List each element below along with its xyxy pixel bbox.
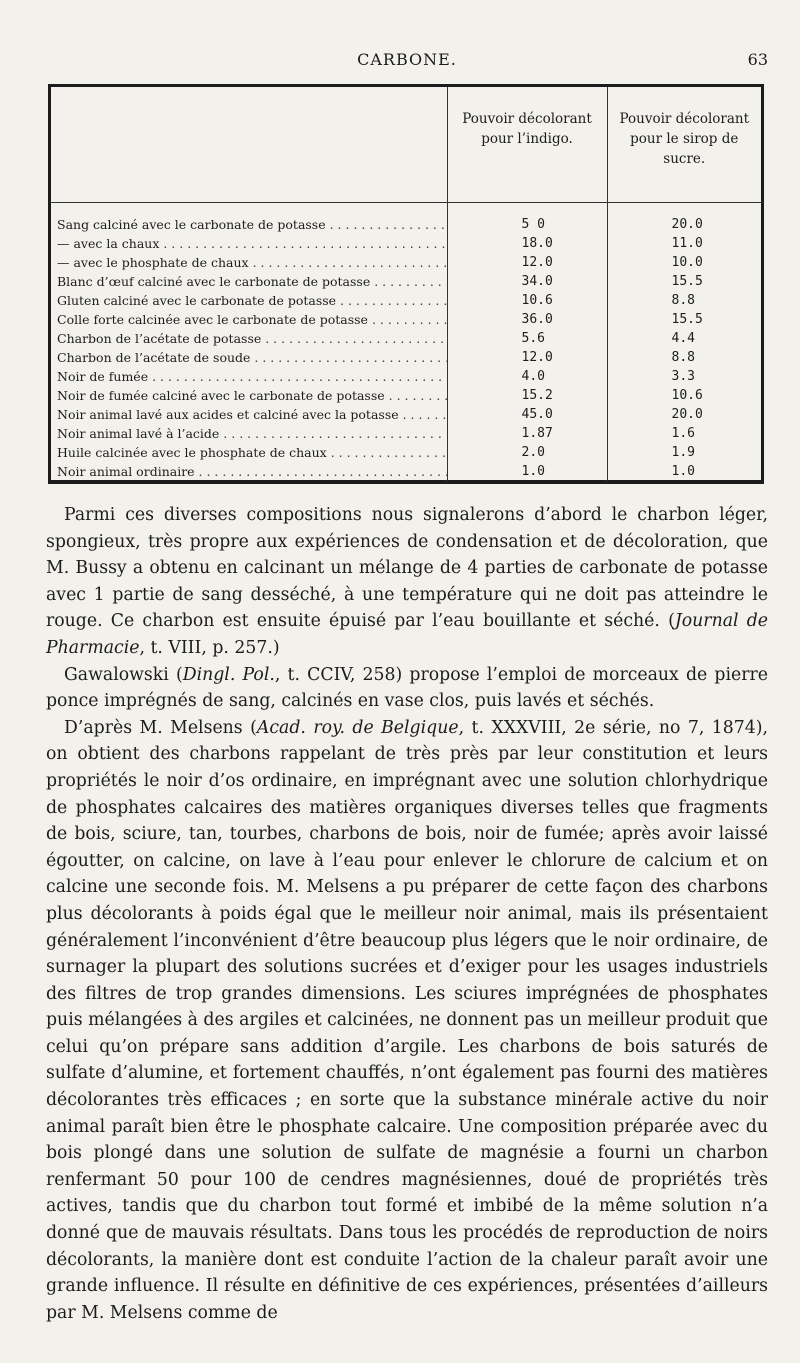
substance-name: Noir de fumée <box>57 369 149 384</box>
substance-name: Blanc d’œuf calciné avec le carbonate de potasse <box>57 274 371 289</box>
table-row <box>51 405 761 424</box>
table-row <box>51 443 761 462</box>
decoloring-power-table <box>48 84 764 484</box>
substance-name: Colle forte calcinée avec le carbonate de potasse <box>57 312 368 327</box>
sucre-value: 8.8 <box>607 348 761 367</box>
substance-name: Noir animal lavé à l’acide <box>57 426 220 441</box>
paragraph-bussy: Parmi ces diverses compositions nous signalerons d’abord le charbon léger, spongieux, très propre aux expériences de condensation et de décoloration, que M. Bussy a obtenu en calcinant un mélange de 4 parties de carbonate de potasse avec 1 partie de sang desséché, à une température qui ne doit pas atteindre le rouge. Ce charbon est ensuite épuisé par l’eau bouillante et séché. (Journal de Pharmacie, t. VIII, p. 257.) <box>46 505 769 658</box>
sucre-value: 1.0 <box>607 462 761 481</box>
sucre-value: 10.0 <box>607 253 761 272</box>
indigo-value: 1.0 <box>447 462 607 481</box>
paragraph-melsens: D’après M. Melsens (Acad. roy. de Belgique, t. XXXVIII, 2e série, no 7, 1874), on obtient des charbons rappelant de très près par leur constitution et leurs propriétés le noir d’os ordinaire, en imprégnant avec une solution chlorhydrique de phosphates calcaires des matières organiques diverses telles que fragments de bois, sciure, tan, tourbes, charbons de bois, noir de fumée; après avoir laissé égoutter, on calcine, on lave à l’eau pour enlever le chlorure de calcium et on calcine une seconde fois. M. Melsens a pu préparer de cette façon des charbons plus décolorants à poids égal que le meilleur noir animal, mais ils présentaient généralement l’inconvénient d’être beaucoup plus légers que le noir ordinaire, de surnager la plupart des solutions sucrées et d’exiger pour les usages industriels des filtres de trop grandes dimensions. Les sciures imprégnées de phosphates puis mélangées à des argiles et calcinées, ne donnent pas un meilleur produit que celui qu’on prépare sans addition d’argile. Les charbons de bois saturés de sulfate d’alumine, et fortement chauffés, n’ont également pas fourni des matières décolorantes très efficaces ; en sorte que la substance minérale active du noir animal paraît bien être le phosphate calcaire. Une composition préparée avec du bois plongé dans une solution de sulfate de magnésie a fourni un charbon renfermant 50 pour 100 de cendres magnésiennes, doué de propriétés très actives, tandis que du charbon tout formé et imbibé de la même solution n’a donné que de mauvais résultats. Dans tous les procédés de reproduction de noirs décolorants, la manière dont est conduite l’action de la chaleur paraît avoir une grande influence. Il résulte en définitive de ces expériences, présentées d’ailleurs par M. Melsens comme de <box>46 717 768 1323</box>
sucre-value: 15.5 <box>607 310 761 329</box>
indigo-value: 45.0 <box>447 405 607 424</box>
sucre-value: 1.9 <box>607 443 761 462</box>
table-row <box>51 272 761 291</box>
sucre-value: 4.4 <box>607 329 761 348</box>
table-row <box>51 310 761 329</box>
running-title: CARBONE. <box>357 50 457 69</box>
sucre-value: 1.6 <box>607 424 761 443</box>
table-row <box>51 329 761 348</box>
indigo-value: 2.0 <box>447 443 607 462</box>
sucre-value: 3.3 <box>607 367 761 386</box>
table-row <box>51 253 761 272</box>
sucre-value: 15.5 <box>607 272 761 291</box>
sucre-value: 8.8 <box>607 291 761 310</box>
table-row <box>51 234 761 253</box>
indigo-value: 12.0 <box>447 253 607 272</box>
column-header-substance <box>51 87 447 203</box>
substance-name: Huile calcinée avec le phosphate de chaux <box>57 445 327 460</box>
citation-journal: Journal de Pharmacie <box>46 611 769 658</box>
paragraph-gawalowski: Gawalowski (Dingl. Pol., t. CCIV, 258) propose l’emploi de morceaux de pierre ponce imprégnés de sang, calcinés en vase clos, puis lavés et séchés. <box>46 664 768 712</box>
substance-name: Noir animal lavé aux acides et calciné avec la potasse <box>57 407 399 422</box>
indigo-value: 12.0 <box>447 348 607 367</box>
indigo-value: 1.87 <box>447 424 607 443</box>
column-header-indigo: Pouvoir décolorant pour l’indigo. <box>447 87 607 203</box>
table-row <box>51 291 761 310</box>
body-text <box>46 502 768 1326</box>
page-number: 63 <box>747 50 768 69</box>
substance-name: — avec le phosphate de chaux <box>57 255 249 270</box>
sucre-value: 10.6 <box>607 386 761 405</box>
table-row <box>51 424 761 443</box>
table-row <box>51 367 761 386</box>
indigo-value: 36.0 <box>447 310 607 329</box>
sucre-value: 20.0 <box>607 203 761 235</box>
running-head <box>46 50 768 72</box>
column-header-sucre: Pouvoir décolorant pour le sirop de sucre. <box>607 87 761 203</box>
substance-name: — avec la chaux <box>57 236 160 251</box>
indigo-value: 5.6 <box>447 329 607 348</box>
indigo-value: 5 0 <box>447 203 607 235</box>
indigo-value: 15.2 <box>447 386 607 405</box>
substance-name: Sang calciné avec le carbonate de potasse <box>57 217 326 232</box>
table-row <box>51 348 761 367</box>
citation-journal: Acad. roy. de Belgique <box>256 717 459 738</box>
substance-name: Gluten calciné avec le carbonate de potasse <box>57 293 337 308</box>
indigo-value: 10.6 <box>447 291 607 310</box>
table-row <box>51 462 761 481</box>
citation-journal: Dingl. Pol. <box>182 664 275 685</box>
substance-name: Charbon de l’acétate de soude <box>57 350 251 365</box>
sucre-value: 20.0 <box>607 405 761 424</box>
table-row <box>51 386 761 405</box>
substance-name: Charbon de l’acétate de potasse <box>57 331 262 346</box>
sucre-value: 11.0 <box>607 234 761 253</box>
indigo-value: 18.0 <box>447 234 607 253</box>
indigo-value: 34.0 <box>447 272 607 291</box>
substance-name: Noir de fumée calciné avec le carbonate de potasse <box>57 388 385 403</box>
substance-name: Noir animal ordinaire <box>57 464 195 479</box>
indigo-value: 4.0 <box>447 367 607 386</box>
table-row <box>51 203 761 235</box>
